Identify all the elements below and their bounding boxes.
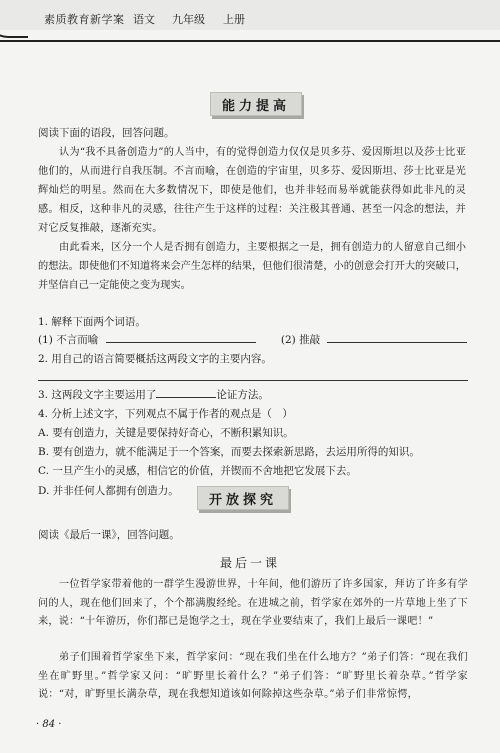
question-1b-label: (2) 推敲: [280, 334, 321, 346]
option-d: D. 并非任何人都拥有创造力。: [38, 485, 179, 497]
question-3: [38, 386, 468, 405]
answer-blank-1b[interactable]: [327, 342, 467, 343]
header-corner-decoration: [0, 0, 28, 38]
question-1: 1. 解释下面两个词语。: [38, 316, 146, 328]
answer-line-2[interactable]: [38, 380, 468, 381]
story-paragraph-1: 一位哲学家带着他的一群学生漫游世界，十年间，他们游历了许多国家，拜访了许多有学问的人，现在他们回来了，个个都满腹经纶。在进城之前，哲学家在郊外的一片草地上坐了下来，说：“十年游历，你们都已是饱学之士，现在学业要结束了，我们上最后一课吧！”: [38, 579, 468, 627]
header-subject: 语文: [133, 13, 155, 26]
answer-blank-1a[interactable]: [106, 342, 256, 343]
passage-paragraph-2: 由此看来，区分一个人是否拥有创造力，主要根据之一是，拥有创造力的人留意自己细小的想法。即使他们不知道将来会产生怎样的结果，但他们很清楚，小的创意会打开大的突破口，并坚信自己一定能使之变为现实。: [38, 242, 466, 291]
book-title: 素质教育新学案: [44, 13, 125, 26]
story-title: 最后一课: [219, 556, 280, 570]
answer-blank-3[interactable]: [156, 397, 216, 398]
question-2: 2. 用自己的语言简要概括这两段文字的主要内容。: [38, 353, 272, 365]
passage-paragraph-1: 认为“我不具备创造力”的人当中，有的觉得创造力仅仅是贝多芬、爱因斯坦以及莎士比亚他们的，从而进行自我压制。不言而喻，在创造的宇宙里，贝多芬、爱因斯坦、莎士比亚是光辉灿烂的明星。然而在大多数情况下，即使是他们，也并非轻而易举就能获得如此非凡的灵感。相反，这种非凡的灵感，往往产生于这样的过程：关注极其普通、甚至一闪念的想法，并对它反复推敲，逐渐充实。: [38, 147, 466, 234]
section-title-ability: 能力提高: [210, 92, 302, 116]
option-a: A. 要有创造力，关键是要保持好奇心，不断积累知识。: [38, 427, 294, 439]
section-title-open-inquiry: 开放探究: [197, 486, 289, 510]
option-c: C. 一旦产生小的灵感，相信它的价值，并锲而不舍地把它发展下去。: [38, 465, 357, 477]
reading-instruction-2: 阅读《最后一课》，回答问题。: [38, 529, 180, 541]
question-1-items: [38, 331, 468, 350]
question-4: 4. 分析上述文字，下列观点不属于作者的观点是（ ）: [38, 408, 293, 420]
header-grade: 九年级: [172, 13, 205, 26]
page-number: · 84 ·: [36, 719, 62, 730]
question-3-text: 3. 这两段文字主要运用了: [38, 389, 157, 401]
header-volume: 上册: [223, 13, 245, 26]
option-b: B. 要有创造力，就不能满足于一个答案，而要去探索新思路，去运用所得的知识。: [38, 446, 420, 458]
page-header: [0, 0, 500, 42]
story-paragraph-2: 弟子们围着哲学家坐下来，哲学家问：“现在我们坐在什么地方？”弟子们答：“现在我们坐在旷野里。”哲学家又问：“旷野里长着什么？”弟子们答：“旷野里长着杂草。”哲学家说：“对，旷野里长满杂草，现在我想知道该如何除掉这些杂草。”弟子们非常惊愕，: [38, 652, 468, 700]
reading-instruction: 阅读下面的语段，回答问题。: [38, 127, 175, 139]
question-3-suffix: 论证方法。: [216, 389, 269, 401]
question-1a-label: (1) 不言而喻: [38, 334, 99, 346]
